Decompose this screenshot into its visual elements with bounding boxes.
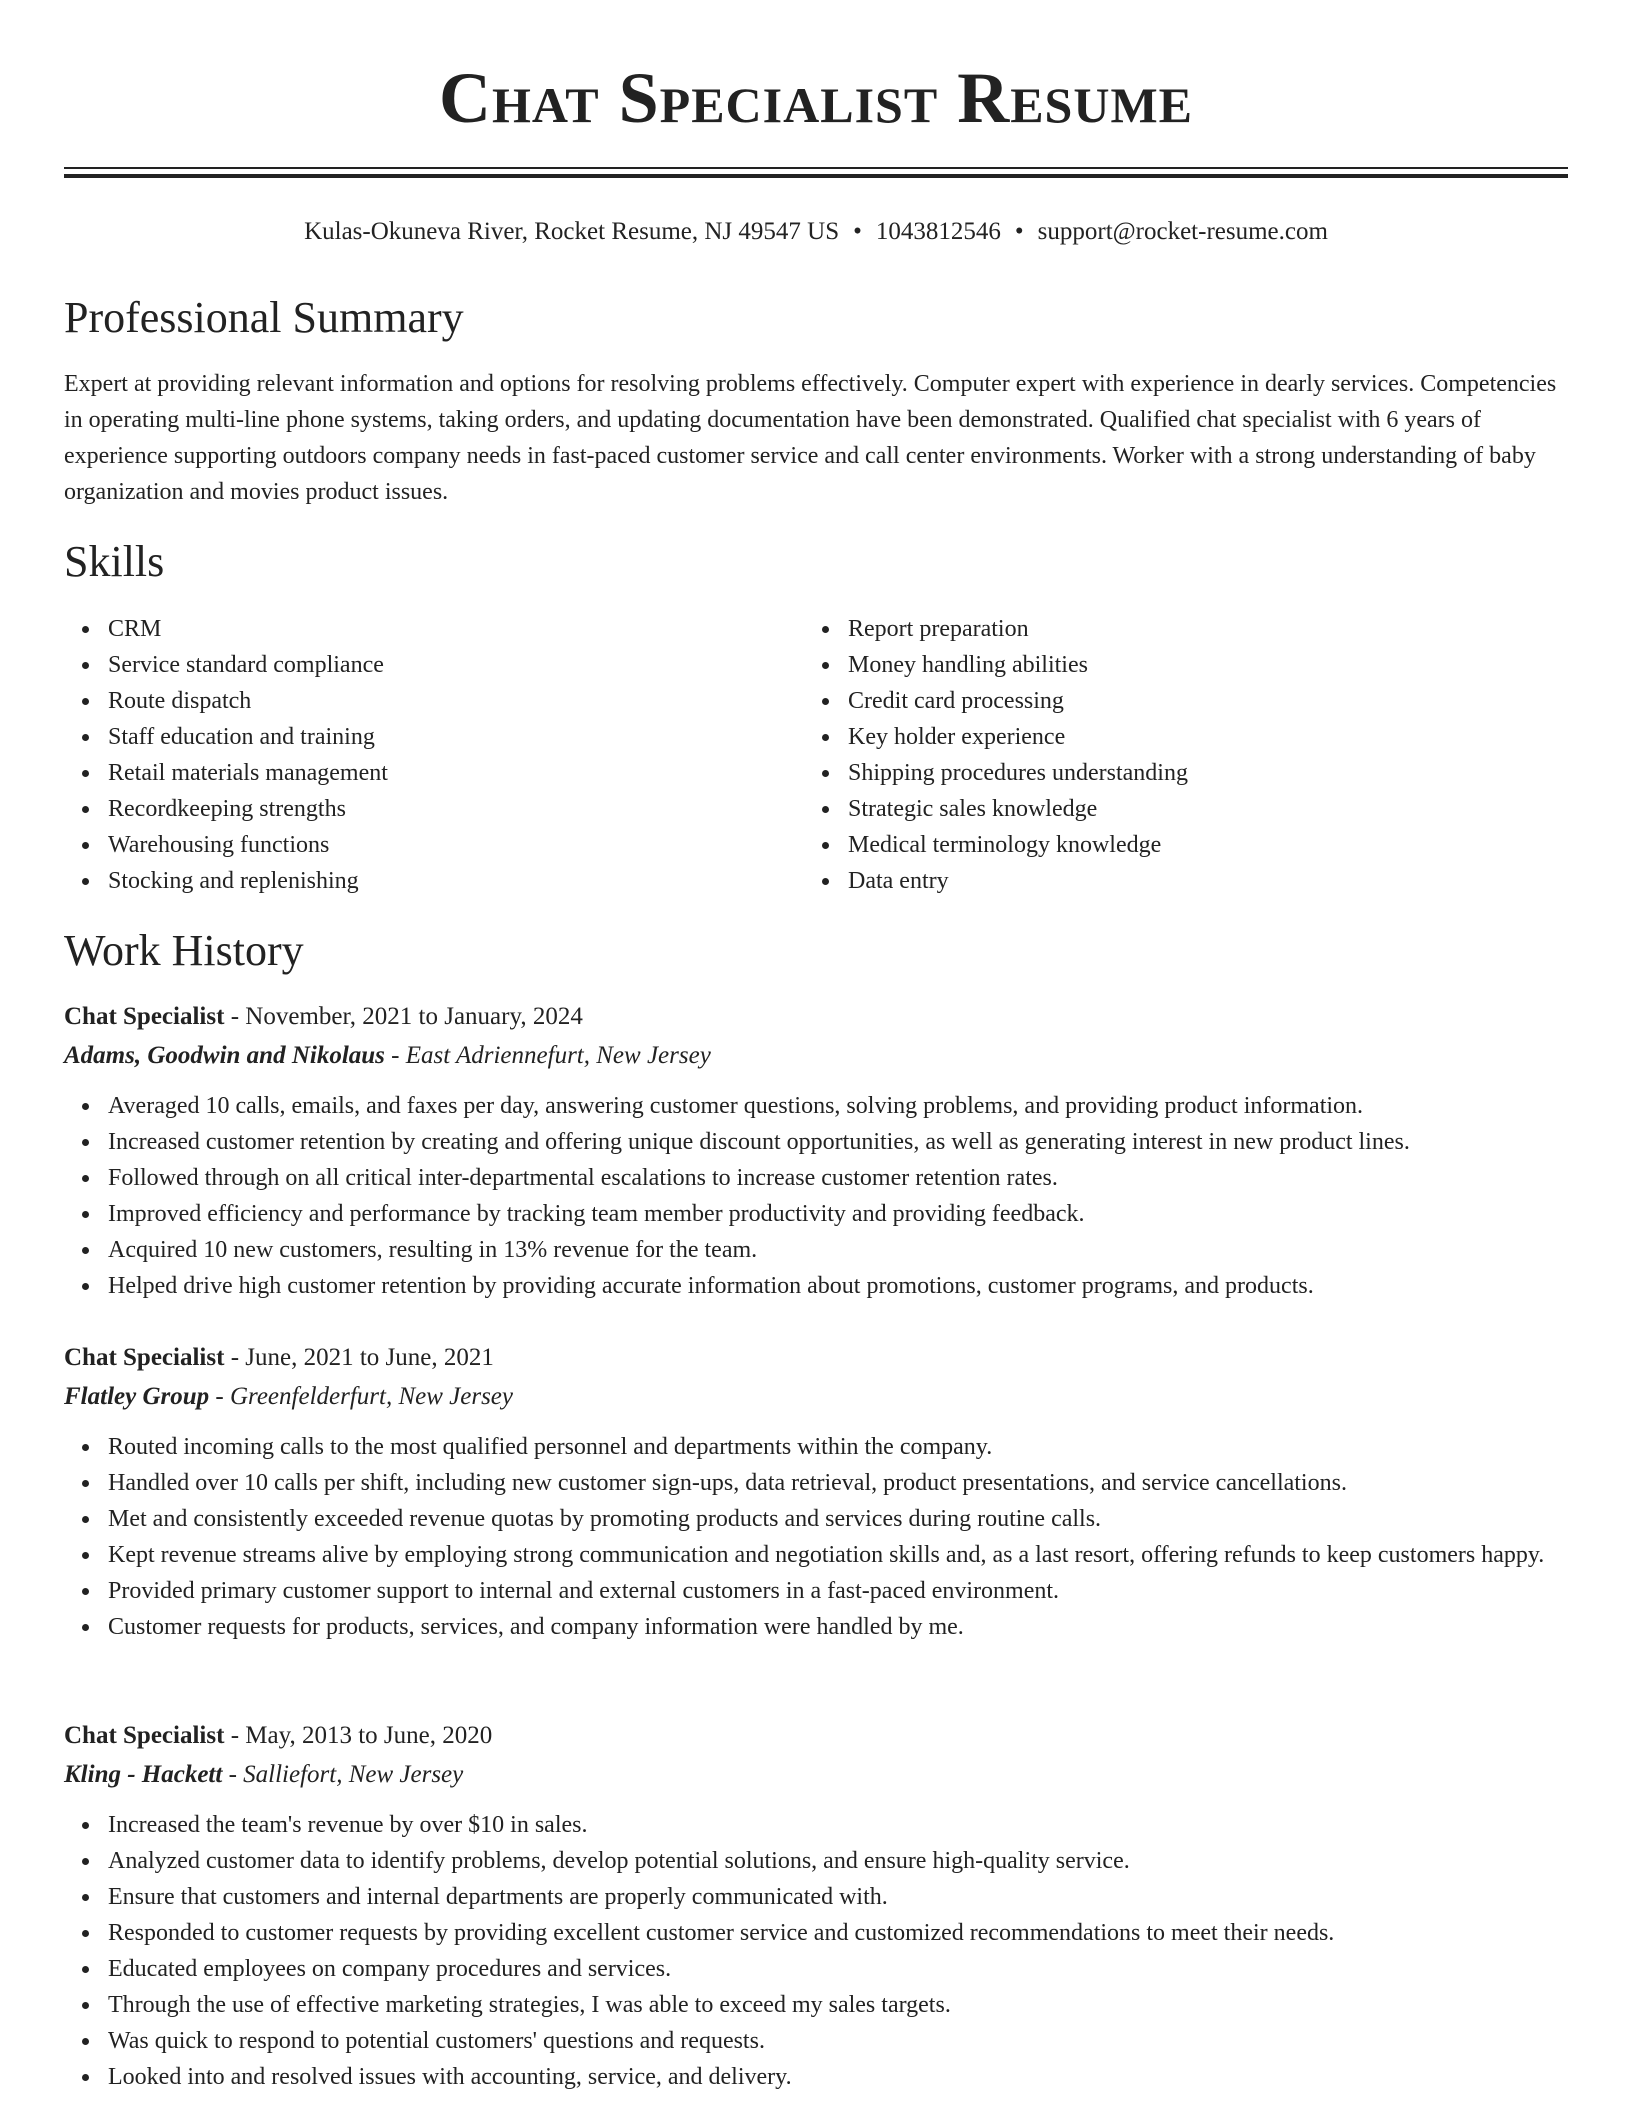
contact-separator: • (1014, 218, 1024, 245)
contact-line (64, 214, 1568, 250)
job-title: Chat Specialist (64, 1722, 225, 1749)
job-location: - Salliefort, New Jersey (222, 1761, 464, 1788)
duty-item: Analyzed customer data to identify problems, develop potential solutions, and ensure high-quality service. (108, 1843, 1568, 1879)
skill-item: Medical terminology knowledge (848, 827, 1504, 863)
job-header (64, 998, 1568, 1036)
skills-heading: Skills (64, 537, 165, 586)
duty-item: Ensure that customers and internal departments are properly communicated with. (108, 1879, 1568, 1915)
contact-email: support@rocket-resume.com (1037, 218, 1328, 245)
duty-item: Educated employees on company procedures and services. (108, 1951, 1568, 1987)
job-duties (64, 1088, 1568, 1304)
job-location: - Greenfelderfurt, New Jersey (209, 1383, 514, 1410)
job-entry (64, 1339, 1568, 1645)
job-location: - East Adriennefurt, New Jersey (384, 1042, 711, 1069)
resume-page (64, 0, 1568, 2090)
title-rule-thin (64, 167, 1568, 169)
skill-item: Report preparation (848, 611, 1504, 647)
duty-item: Routed incoming calls to the most qualified personnel and departments within the company. (108, 1429, 1568, 1465)
job-duties (64, 1807, 1568, 2095)
skill-item: Key holder experience (848, 719, 1504, 755)
skills-list-right (804, 611, 1504, 899)
job-title: Chat Specialist (64, 1003, 225, 1030)
job-entry (64, 998, 1568, 1304)
skill-item: Money handling abilities (848, 647, 1504, 683)
duty-item: Responded to customer requests by providing excellent customer service and customized recommendations to meet their needs. (108, 1915, 1568, 1951)
duty-item: Through the use of effective marketing strategies, I was able to exceed my sales targets. (108, 1987, 1568, 2023)
title-rule-thick (64, 174, 1568, 178)
work-history-heading: Work History (64, 926, 304, 975)
summary-heading: Professional Summary (64, 293, 464, 342)
duty-item: Increased the team's revenue by over $10 in sales. (108, 1807, 1568, 1843)
duty-item: Acquired 10 new customers, resulting in 13% revenue for the team. (108, 1232, 1568, 1268)
duty-item: Improved efficiency and performance by tracking team member productivity and providing feedback. (108, 1196, 1568, 1232)
skill-item: Strategic sales knowledge (848, 791, 1504, 827)
skill-item: CRM (108, 611, 764, 647)
duty-item: Handled over 10 calls per shift, including new customer sign-ups, data retrieval, product presentations, and service cancellations. (108, 1465, 1568, 1501)
duty-item: Helped drive high customer retention by providing accurate information about promotions, customer programs, and products. (108, 1268, 1568, 1304)
skill-item: Credit card processing (848, 683, 1504, 719)
skill-item: Shipping procedures understanding (848, 755, 1504, 791)
duty-item: Customer requests for products, services, and company information were handled by me. (108, 1609, 1568, 1645)
job-company-line (64, 1036, 1568, 1076)
job-title: Chat Specialist (64, 1344, 225, 1371)
duty-item: Was quick to respond to potential customers' questions and requests. (108, 2023, 1568, 2059)
skill-item: Retail materials management (108, 755, 764, 791)
job-dates: - June, 2021 to June, 2021 (224, 1344, 494, 1371)
job-company: Flatley Group (64, 1383, 210, 1410)
skills-list-left (64, 611, 764, 899)
skill-item: Route dispatch (108, 683, 764, 719)
job-company: Kling - Hackett (64, 1761, 223, 1788)
skill-item: Data entry (848, 863, 1504, 899)
job-duties (64, 1429, 1568, 1645)
job-dates: - November, 2021 to January, 2024 (224, 1003, 583, 1030)
duty-item: Averaged 10 calls, emails, and faxes per day, answering customer questions, solving problems, and providing product information. (108, 1088, 1568, 1124)
duty-item: Increased customer retention by creating and offering unique discount opportunities, as well as generating interest in new product lines. (108, 1124, 1568, 1160)
job-company-line (64, 1377, 1568, 1417)
skill-item: Staff education and training (108, 719, 764, 755)
skill-item: Warehousing functions (108, 827, 764, 863)
summary-text: Expert at providing relevant information and options for resolving problems effectively. Computer expert with experience in dearly services. Competencies in operating multi-line phone systems, taking orders, and updating documentation have been demonstrated. Qualified chat specialist with 6 years of experience supporting outdoors company needs in fast-paced customer service and call center environments. Worker with a strong understanding of baby organization and movies product issues. (64, 371, 1557, 505)
contact-address: Kulas-Okuneva River, Rocket Resume, NJ 49547 US (304, 218, 840, 245)
skills-column-right (804, 611, 1504, 899)
job-company: Adams, Goodwin and Nikolaus (64, 1042, 385, 1069)
job-entry (64, 1717, 1568, 2095)
duty-item: Provided primary customer support to internal and external customers in a fast-paced environment. (108, 1573, 1568, 1609)
job-header (64, 1339, 1568, 1377)
duty-item: Kept revenue streams alive by employing strong communication and negotiation skills and, as a last resort, offering refunds to keep customers happy. (108, 1537, 1568, 1573)
skill-item: Recordkeeping strengths (108, 791, 764, 827)
job-dates: - May, 2013 to June, 2020 (224, 1722, 493, 1749)
resume-title: Chat Specialist Resume (438, 58, 1193, 138)
skill-item: Stocking and replenishing (108, 863, 764, 899)
job-company-line (64, 1755, 1568, 1795)
job-header (64, 1717, 1568, 1755)
skill-item: Service standard compliance (108, 647, 764, 683)
duty-item: Followed through on all critical inter-departmental escalations to increase customer retention rates. (108, 1160, 1568, 1196)
duty-item: Looked into and resolved issues with accounting, service, and delivery. (108, 2059, 1568, 2095)
contact-separator: • (853, 218, 862, 245)
duty-item: Met and consistently exceeded revenue quotas by promoting products and services during routine calls. (108, 1501, 1568, 1537)
contact-phone: 1043812546 (875, 218, 1001, 245)
skills-column-left (64, 611, 764, 899)
